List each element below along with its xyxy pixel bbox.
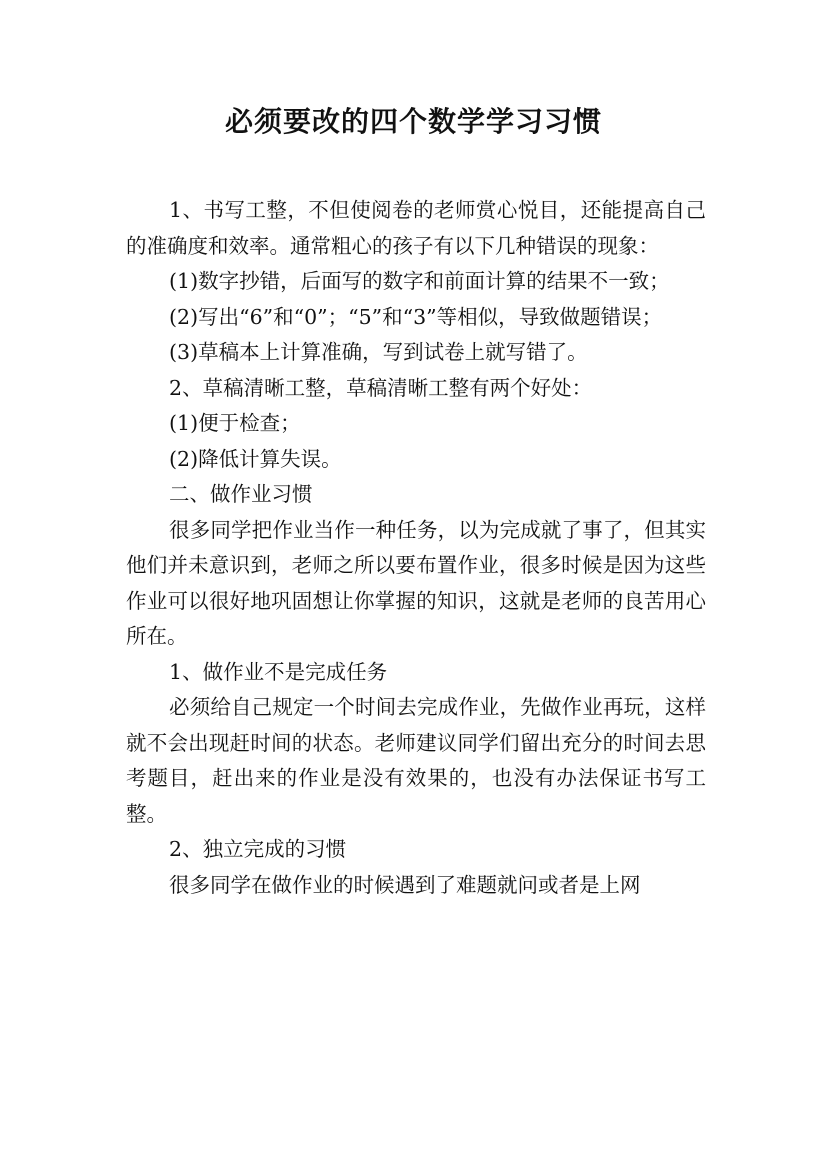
list-item-copy-error: (1)数字抄错，后面写的数字和前面计算的结果不一致；: [169, 269, 670, 293]
list-item-similar-digits: (2)写出“6”和“0”；“5”和“3”等相似，导致做题错误；: [169, 304, 663, 329]
paragraph-handwriting: 1、书写工整，不但使阅卷的老师赏心悦目，还能提高自己的准确度和效率。通常粗心的孩子有以下几种错误的现象：: [126, 198, 706, 258]
paragraph-independent: 很多同学在做作业的时候遇到了难题就问或者是上网: [169, 872, 641, 897]
document-body: [126, 193, 706, 903]
page-title: 必须要改的四个数学学习习惯: [224, 105, 602, 138]
paragraph-draft-clear: 2、草稿清晰工整，草稿清晰工整有两个好处：: [169, 375, 593, 400]
subheading-independent: 2、独立完成的习惯: [169, 837, 347, 861]
paragraph-homework-purpose: 很多同学把作业当作一种任务，以为完成就了事了，但其实他们并未意识到，老师之所以要布置作业，很多时候是因为这些作业可以很好地巩固想让你掌握的知识，这就是老师的良苦用心所在。: [126, 517, 706, 648]
list-item-reduce-error: (2)降低计算失误。: [169, 446, 342, 471]
subheading-not-task: 1、做作业不是完成任务: [169, 659, 388, 684]
list-item-draft-correct: (3)草稿本上计算准确，写到试卷上就写错了。: [169, 340, 588, 364]
list-item-easy-check: (1)便于检查；: [169, 411, 301, 435]
section-heading-homework: 二、做作业习惯: [169, 482, 313, 506]
paragraph-time-plan: 必须给自己规定一个时间去完成作业，先做作业再玩，这样就不会出现赶时间的状态。老师建议同学们留出充分的时间去思考题目，赶出来的作业是没有效果的，也没有办法保证书写工整。: [126, 695, 706, 826]
